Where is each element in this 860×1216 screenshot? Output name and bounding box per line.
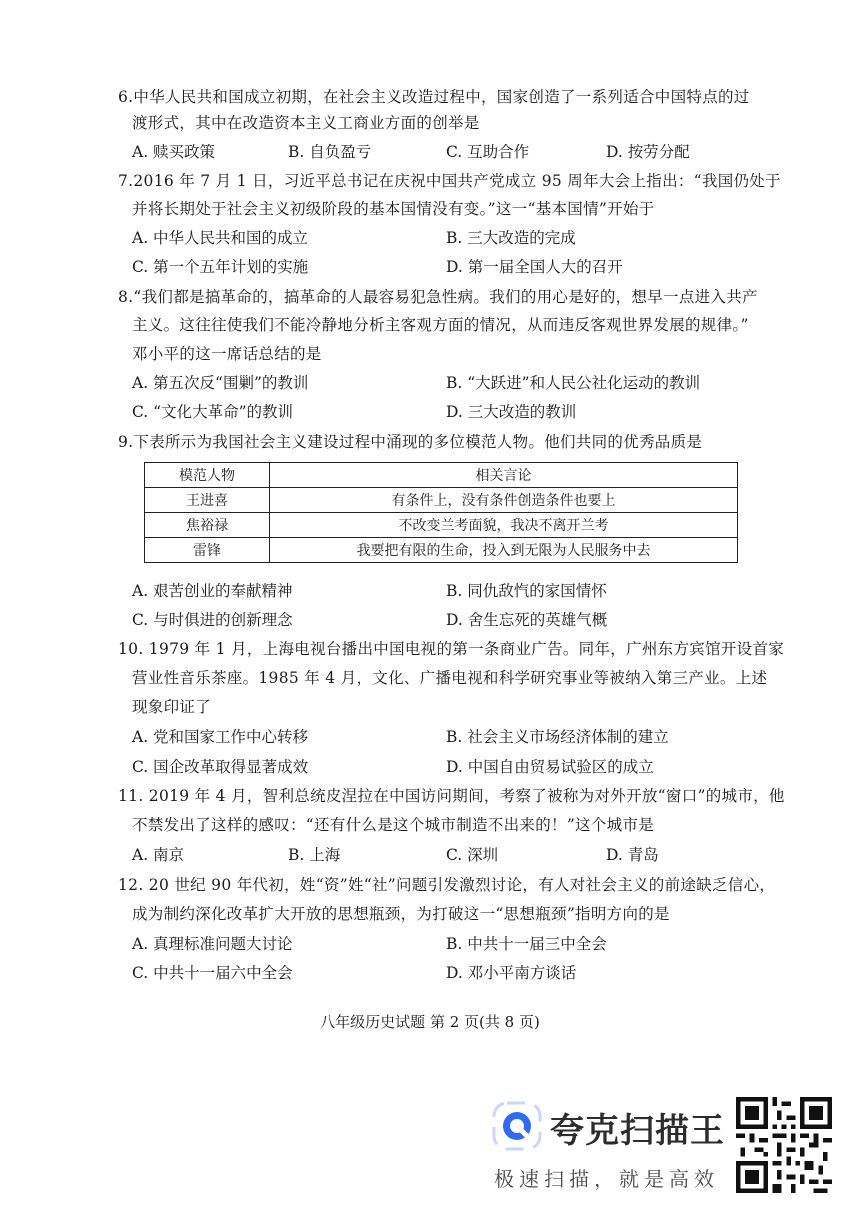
table-cell: 有条件上，没有条件创造条件也要上 — [270, 488, 738, 513]
option-d: D. 第一届全国人大的召开 — [446, 258, 623, 276]
brand-slogan: 极速扫描，就是高效 — [494, 1167, 719, 1191]
table-cell: 王进喜 — [145, 488, 270, 513]
option-b: B. 社会主义市场经济体制的建立 — [446, 728, 669, 746]
option-b: B. “大跃进”和人民公社化运动的教训 — [446, 374, 701, 392]
model-figures-table — [144, 462, 738, 563]
question-text: 成为制约深化改革扩大开放的思想瓶颈，为打破这一“思想瓶颈”指明方向的是 — [132, 905, 670, 923]
table-cell: 不改变兰考面貌，我决不离开兰考 — [270, 513, 738, 538]
option-a: A. 赎买政策 — [132, 143, 216, 161]
question-text: 11. 2019 年 4 月，智利总统皮涅拉在中国访问期间，考察了被称为对外开放“窗口”的城市，他 — [118, 787, 785, 805]
question-text: 7.2016 年 7 月 1 日，习近平总书记在庆祝中国共产党成立 95 周年大会上指出：“我国仍处于 — [118, 172, 781, 190]
option-d: D. 邓小平南方谈话 — [446, 964, 577, 982]
question-text: 并将长期处于社会主义初级阶段的基本国情没有变。”这一“基本国情”开始于 — [132, 200, 655, 218]
option-c: C. 中共十一届六中全会 — [132, 964, 293, 982]
question-text: 现象印证了 — [132, 698, 212, 716]
option-c: C. “文化大革命”的教训 — [132, 403, 294, 421]
option-d: D. 中国自由贸易试验区的成立 — [446, 758, 654, 776]
option-d: D. 按劳分配 — [606, 143, 690, 161]
option-d: D. 青岛 — [606, 846, 659, 864]
question-text: 渡形式，其中在改造资本主义工商业方面的创举是 — [132, 114, 480, 132]
option-a: A. 艰苦创业的奉献精神 — [132, 582, 293, 600]
table-row — [145, 538, 738, 563]
table-cell: 焦裕禄 — [145, 513, 270, 538]
question-text: 6.中华人民共和国成立初期，在社会主义改造过程中，国家创造了一系列适合中国特点的过 — [118, 88, 750, 106]
option-b: B. 同仇敌忾的家国情怀 — [446, 582, 607, 600]
quark-logo-icon — [492, 1101, 542, 1151]
option-b: B. 上海 — [288, 846, 341, 864]
table-row — [145, 513, 738, 538]
option-a: A. 第五次反“围剿”的教训 — [132, 374, 309, 392]
brand-name: 夸克扫描王 — [550, 1111, 725, 1151]
table-header: 模范人物 — [145, 463, 270, 488]
question-text: 9.下表所示为我国社会主义建设过程中涌现的多位模范人物。他们共同的优秀品质是 — [118, 433, 703, 451]
question-text: 10. 1979 年 1 月，上海电视台播出中国电视的第一条商业广告。同年，广州东方宾馆开设首家 — [118, 640, 785, 658]
question-text: 12. 20 世纪 90 年代初，姓“资”姓“社”问题引发激烈讨论，有人对社会主义的前途缺乏信心， — [118, 876, 776, 894]
question-text: 营业性音乐茶座。1985 年 4 月，文化、广播电视和科学研究事业等被纳入第三产业。上述 — [132, 669, 768, 687]
question-text: 不禁发出了这样的感叹：“还有什么是这个城市制造不出来的！”这个城市是 — [132, 816, 655, 834]
table-row — [145, 488, 738, 513]
option-c: C. 深圳 — [446, 846, 499, 864]
option-a: A. 党和国家工作中心转移 — [132, 728, 309, 746]
option-a: A. 真理标准问题大讨论 — [132, 935, 293, 953]
table-cell: 雷锋 — [145, 538, 270, 563]
option-a: A. 南京 — [132, 846, 185, 864]
option-b: B. 自负盈亏 — [288, 143, 372, 161]
question-text: 8.“我们都是搞革命的，搞革命的人最容易犯急性病。我们的用心是好的，想早一点进入共产 — [118, 288, 758, 306]
option-c: C. 国企改革取得显著成效 — [132, 758, 309, 776]
option-c: C. 与时俱进的创新理念 — [132, 611, 293, 629]
qr-code-icon — [736, 1097, 832, 1193]
option-a: A. 中华人民共和国的成立 — [132, 229, 309, 247]
option-d: D. 三大改造的教训 — [446, 403, 577, 421]
table-header-row — [145, 463, 738, 488]
option-b: B. 中共十一届三中全会 — [446, 935, 607, 953]
table-header: 相关言论 — [270, 463, 738, 488]
option-d: D. 舍生忘死的英雄气概 — [446, 611, 608, 629]
page-footer: 八年级历史试题 第 2 页(共 8 页) — [320, 1013, 540, 1031]
question-text: 主义。这往往使我们不能冷静地分析主客观方面的情况，从而违反客观世界发展的规律。” — [132, 316, 749, 334]
option-c: C. 互助合作 — [446, 143, 530, 161]
table-cell: 我要把有限的生命，投入到无限为人民服务中去 — [270, 538, 738, 563]
option-c: C. 第一个五年计划的实施 — [132, 258, 309, 276]
question-text: 邓小平的这一席话总结的是 — [132, 345, 322, 363]
option-b: B. 三大改造的完成 — [446, 229, 576, 247]
